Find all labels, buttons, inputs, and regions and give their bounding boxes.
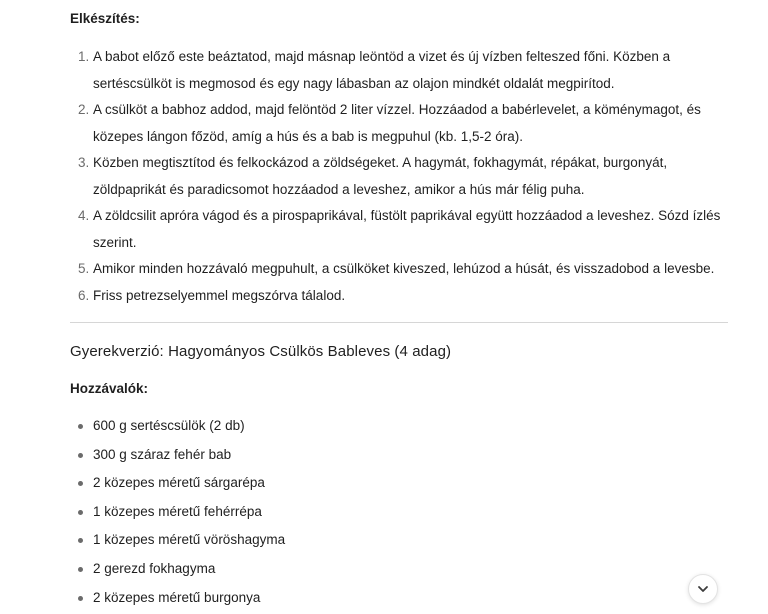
step-item (70, 203, 730, 256)
step-item (70, 256, 730, 283)
step-text: Amikor minden hozzávaló megpuhult, a csülköket kiveszed, lehúzod a húsát, és visszadobod a levesbe. (93, 261, 715, 276)
section-divider (70, 322, 728, 323)
step-item (70, 44, 730, 97)
step-text: A csülköt a babhoz addod, majd felöntöd 2 liter vízzel. Hozzáadod a babérlevelet, a köménymagot, és közepes lángon főzöd, amíg a hús és a bab is megpuhul (kb. 1,5-2 óra). (93, 102, 701, 144)
step-number: 5. (78, 261, 90, 276)
list-item (70, 498, 670, 527)
list-item (70, 441, 670, 470)
step-number: 3. (78, 155, 90, 170)
list-item (70, 469, 670, 498)
preparation-heading: Elkészítés: (70, 11, 140, 26)
bullet-icon (78, 538, 83, 543)
step-item (70, 150, 730, 203)
scroll-down-button[interactable] (688, 574, 718, 604)
step-text: A babot előző este beáztatod, majd másnap leöntöd a vizet és új vízben felteszed főni. Közben a sertéscsülköt is megmosod és egy nagy lábasban az olajon mindkét oldalát megpirítod. (93, 49, 671, 91)
bullet-icon (78, 567, 83, 572)
list-item (70, 526, 670, 555)
step-item (70, 97, 730, 150)
ingredient-text: 2 gerezd fokhagyma (93, 560, 216, 576)
ingredients-list (70, 412, 670, 612)
step-number: 6. (78, 287, 90, 303)
bullet-icon (78, 424, 83, 429)
bullet-icon (78, 596, 83, 601)
ingredient-text: 1 közepes méretű fehérrépa (93, 503, 262, 519)
ingredient-text: 2 közepes méretű sárgarépa (93, 475, 265, 491)
list-item (70, 555, 670, 584)
list-item (70, 412, 670, 441)
ingredient-text: 600 g sertéscsülök (2 db) (93, 418, 245, 433)
step-number: 1. (78, 49, 90, 64)
bullet-icon (78, 453, 83, 458)
step-number: 4. (78, 208, 90, 223)
step-item (70, 283, 730, 310)
preparation-steps (70, 44, 730, 309)
step-number: 2. (78, 102, 90, 117)
bullet-icon (78, 481, 83, 486)
ingredients-heading: Hozzávalók: (70, 381, 149, 396)
step-text: A zöldcsilit apróra vágod és a pirospaprikával, füstölt paprikával együtt hozzáadod a leveshez. Sózd ízlés szerint. (93, 208, 721, 250)
ingredient-text: 300 g száraz fehér bab (93, 446, 232, 462)
ingredient-text: 1 közepes méretű vöröshagyma (93, 532, 286, 548)
step-text: Közben megtisztítod és felkockázod a zöldségeket. A hagymát, fokhagymát, répákat, burgonyát, zöldpaprikát és paradicsomot hozzáadod a leveshez, amikor a hús már félig puha. (93, 155, 668, 197)
step-text: Friss petrezselyemmel megszórva tálalod. (93, 287, 346, 303)
bullet-icon (78, 510, 83, 515)
kids-version-title: Gyerekverzió: Hagyományos Csülkös Bableves (4 adag) (70, 343, 452, 360)
list-item (70, 584, 670, 613)
chevron-down-icon (696, 582, 710, 596)
ingredient-text: 2 közepes méretű burgonya (93, 589, 261, 605)
